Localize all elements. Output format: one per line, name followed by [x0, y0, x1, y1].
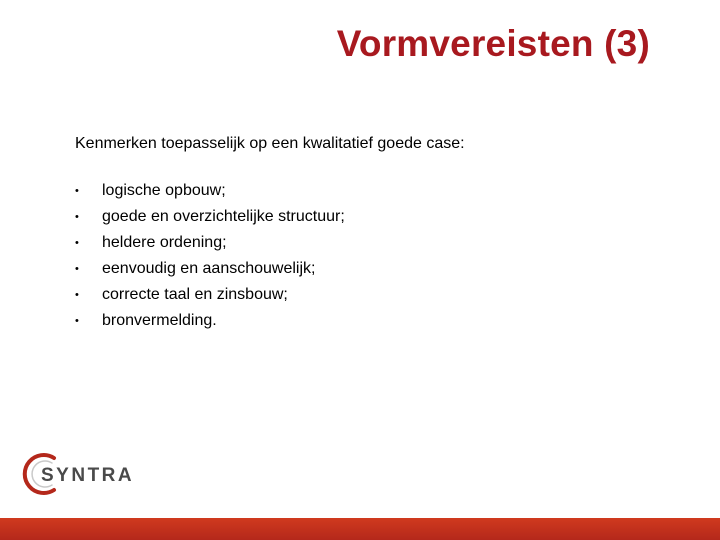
logo-text: SYNTRA: [41, 465, 135, 486]
footer-bar: [0, 518, 720, 540]
bullet-icon: •: [75, 263, 79, 275]
list-item: [75, 308, 345, 334]
bullet-icon: •: [75, 315, 79, 327]
bullet-icon: •: [75, 237, 79, 249]
list-item-text: heldere ordening;: [102, 234, 227, 251]
bullet-icon: •: [75, 211, 79, 223]
list-item: [75, 230, 345, 256]
list-item: [75, 178, 345, 204]
bullet-icon: •: [75, 289, 79, 301]
list-item-text: bronvermelding.: [102, 312, 217, 329]
list-item-text: eenvoudig en aanschouwelijk;: [102, 260, 316, 277]
list-item-text: goede en overzichtelijke structuur;: [102, 208, 345, 225]
list-item: [75, 204, 345, 230]
bullet-list: [75, 178, 345, 334]
list-item: [75, 256, 345, 282]
syntra-logo-graphic: [28, 450, 135, 498]
intro-text: Kenmerken toepasselijk op een kwalitatief goede case:: [75, 135, 465, 152]
list-item-text: logische opbouw;: [102, 182, 226, 199]
syntra-logo: [28, 450, 135, 498]
list-item-text: correcte taal en zinsbouw;: [102, 286, 288, 303]
bullet-icon: •: [75, 185, 79, 197]
slide-title: Vormvereisten (3): [336, 23, 650, 64]
list-item: [75, 282, 345, 308]
